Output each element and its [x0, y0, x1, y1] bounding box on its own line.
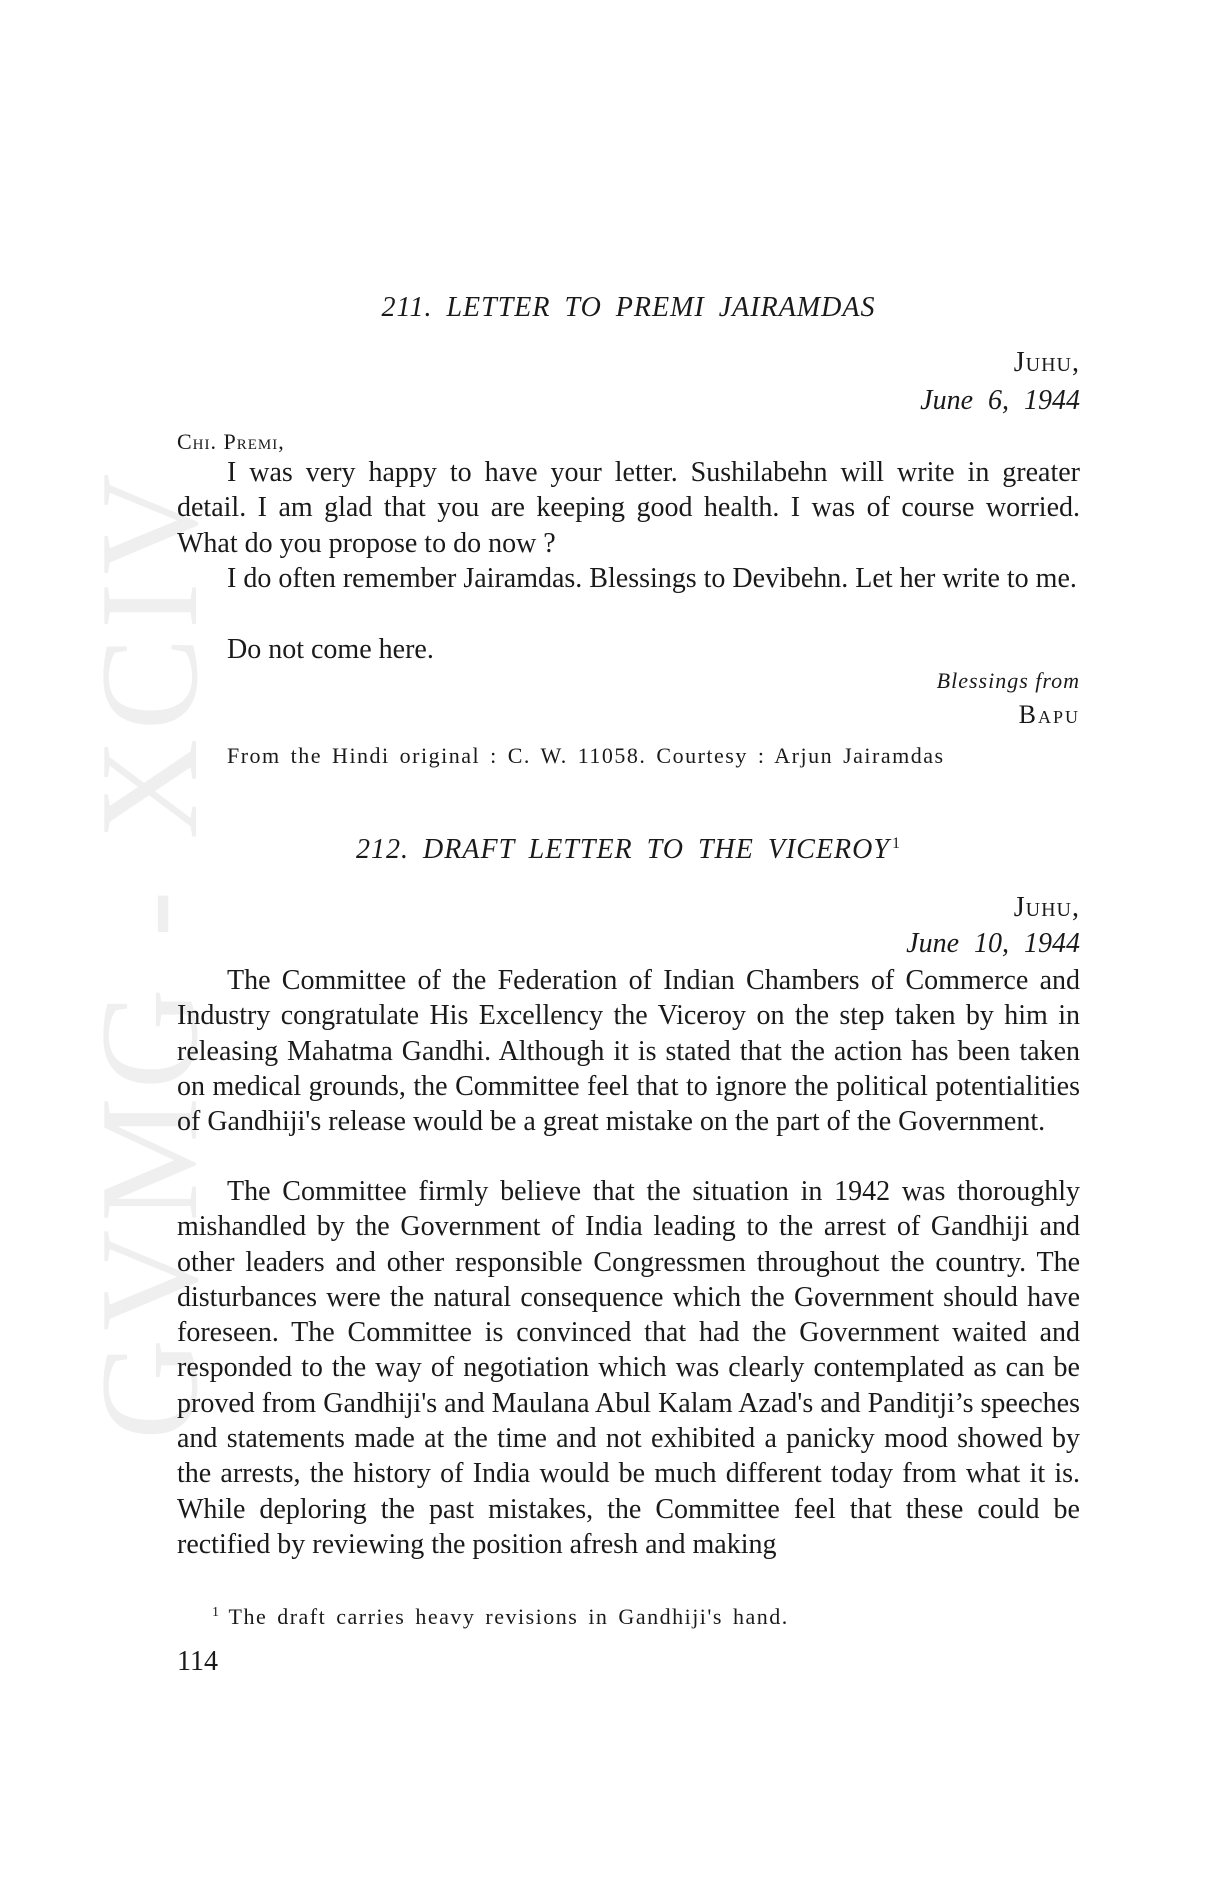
letter-paragraph: The Committee firmly believe that the situation in 1942 was thoroughly mishandled by the Government of India leading to the arrest of Gandhiji and other leaders and other responsible Congressmen throughout the country. The disturbances were the natural consequence which the Government should have foreseen. The Committee is convinced that had the Government waited and responded to the way of negotiation which was clearly contemplated as can be proved from Gandhiji's and Maulana Abul Kalam Azad's and Panditji’s speeches and statements made at the time and not exhibited a panicky mood showed by the arrests, the history of India would be much different today from what it is. While deploring the past mistakes, the Committee feel that these could be rectified by reviewing the position afresh and making: [177, 1176, 1080, 1560]
footnote-number: 1: [212, 1604, 221, 1620]
watermark: GVMG - XCIV: [72, 465, 227, 1440]
signature: Bapu: [1018, 700, 1080, 729]
footnote: [212, 1604, 789, 1630]
letter-paragraph: I was very happy to have your letter. Sushilabehn will write in greater detail. I am glad that you are keeping good health. I was of course worried. What do you propose to do now ?: [177, 457, 1080, 559]
letter-place: Juhu,: [1013, 892, 1080, 923]
letter-heading: [177, 292, 1080, 324]
letter-date: June 10, 1944: [906, 928, 1080, 959]
source-note: From the Hindi original : C. W. 11058. Courtesy : Arjun Jairamdas: [227, 743, 945, 768]
footnote-text: The draft carries heavy revisions in Gandhiji's hand.: [228, 1604, 789, 1629]
letter-paragraph: The Committee of the Federation of Indian Chambers of Commerce and Industry congratulate His Excellency the Viceroy on the step taken by him in releasing Mahatma Gandhi. Although it is stated that the action has been taken on medical grounds, the Committee feel that to ignore the political potentialities of Gandhiji's release would be a great mistake on the part of the Government.: [177, 965, 1080, 1138]
letter-date: June 6, 1944: [920, 385, 1080, 416]
letter-place: Juhu,: [1013, 347, 1080, 378]
letter-paragraph: I do often remember Jairamdas. Blessings to Devibehn. Let her write to me.: [227, 563, 1077, 594]
signature-prefix: Blessings from: [936, 668, 1080, 693]
letter-heading-text: 212. DRAFT LETTER TO THE VICEROY: [356, 834, 890, 865]
footnote-marker: 1: [891, 834, 901, 852]
letter-heading: [177, 834, 1080, 866]
page-number: 114: [177, 1646, 218, 1677]
letter-salutation: Chi. Premi,: [177, 429, 285, 454]
letter-heading-text: 211. LETTER TO PREMI JAIRAMDAS: [381, 292, 876, 323]
letter-paragraph: Do not come here.: [227, 634, 434, 665]
